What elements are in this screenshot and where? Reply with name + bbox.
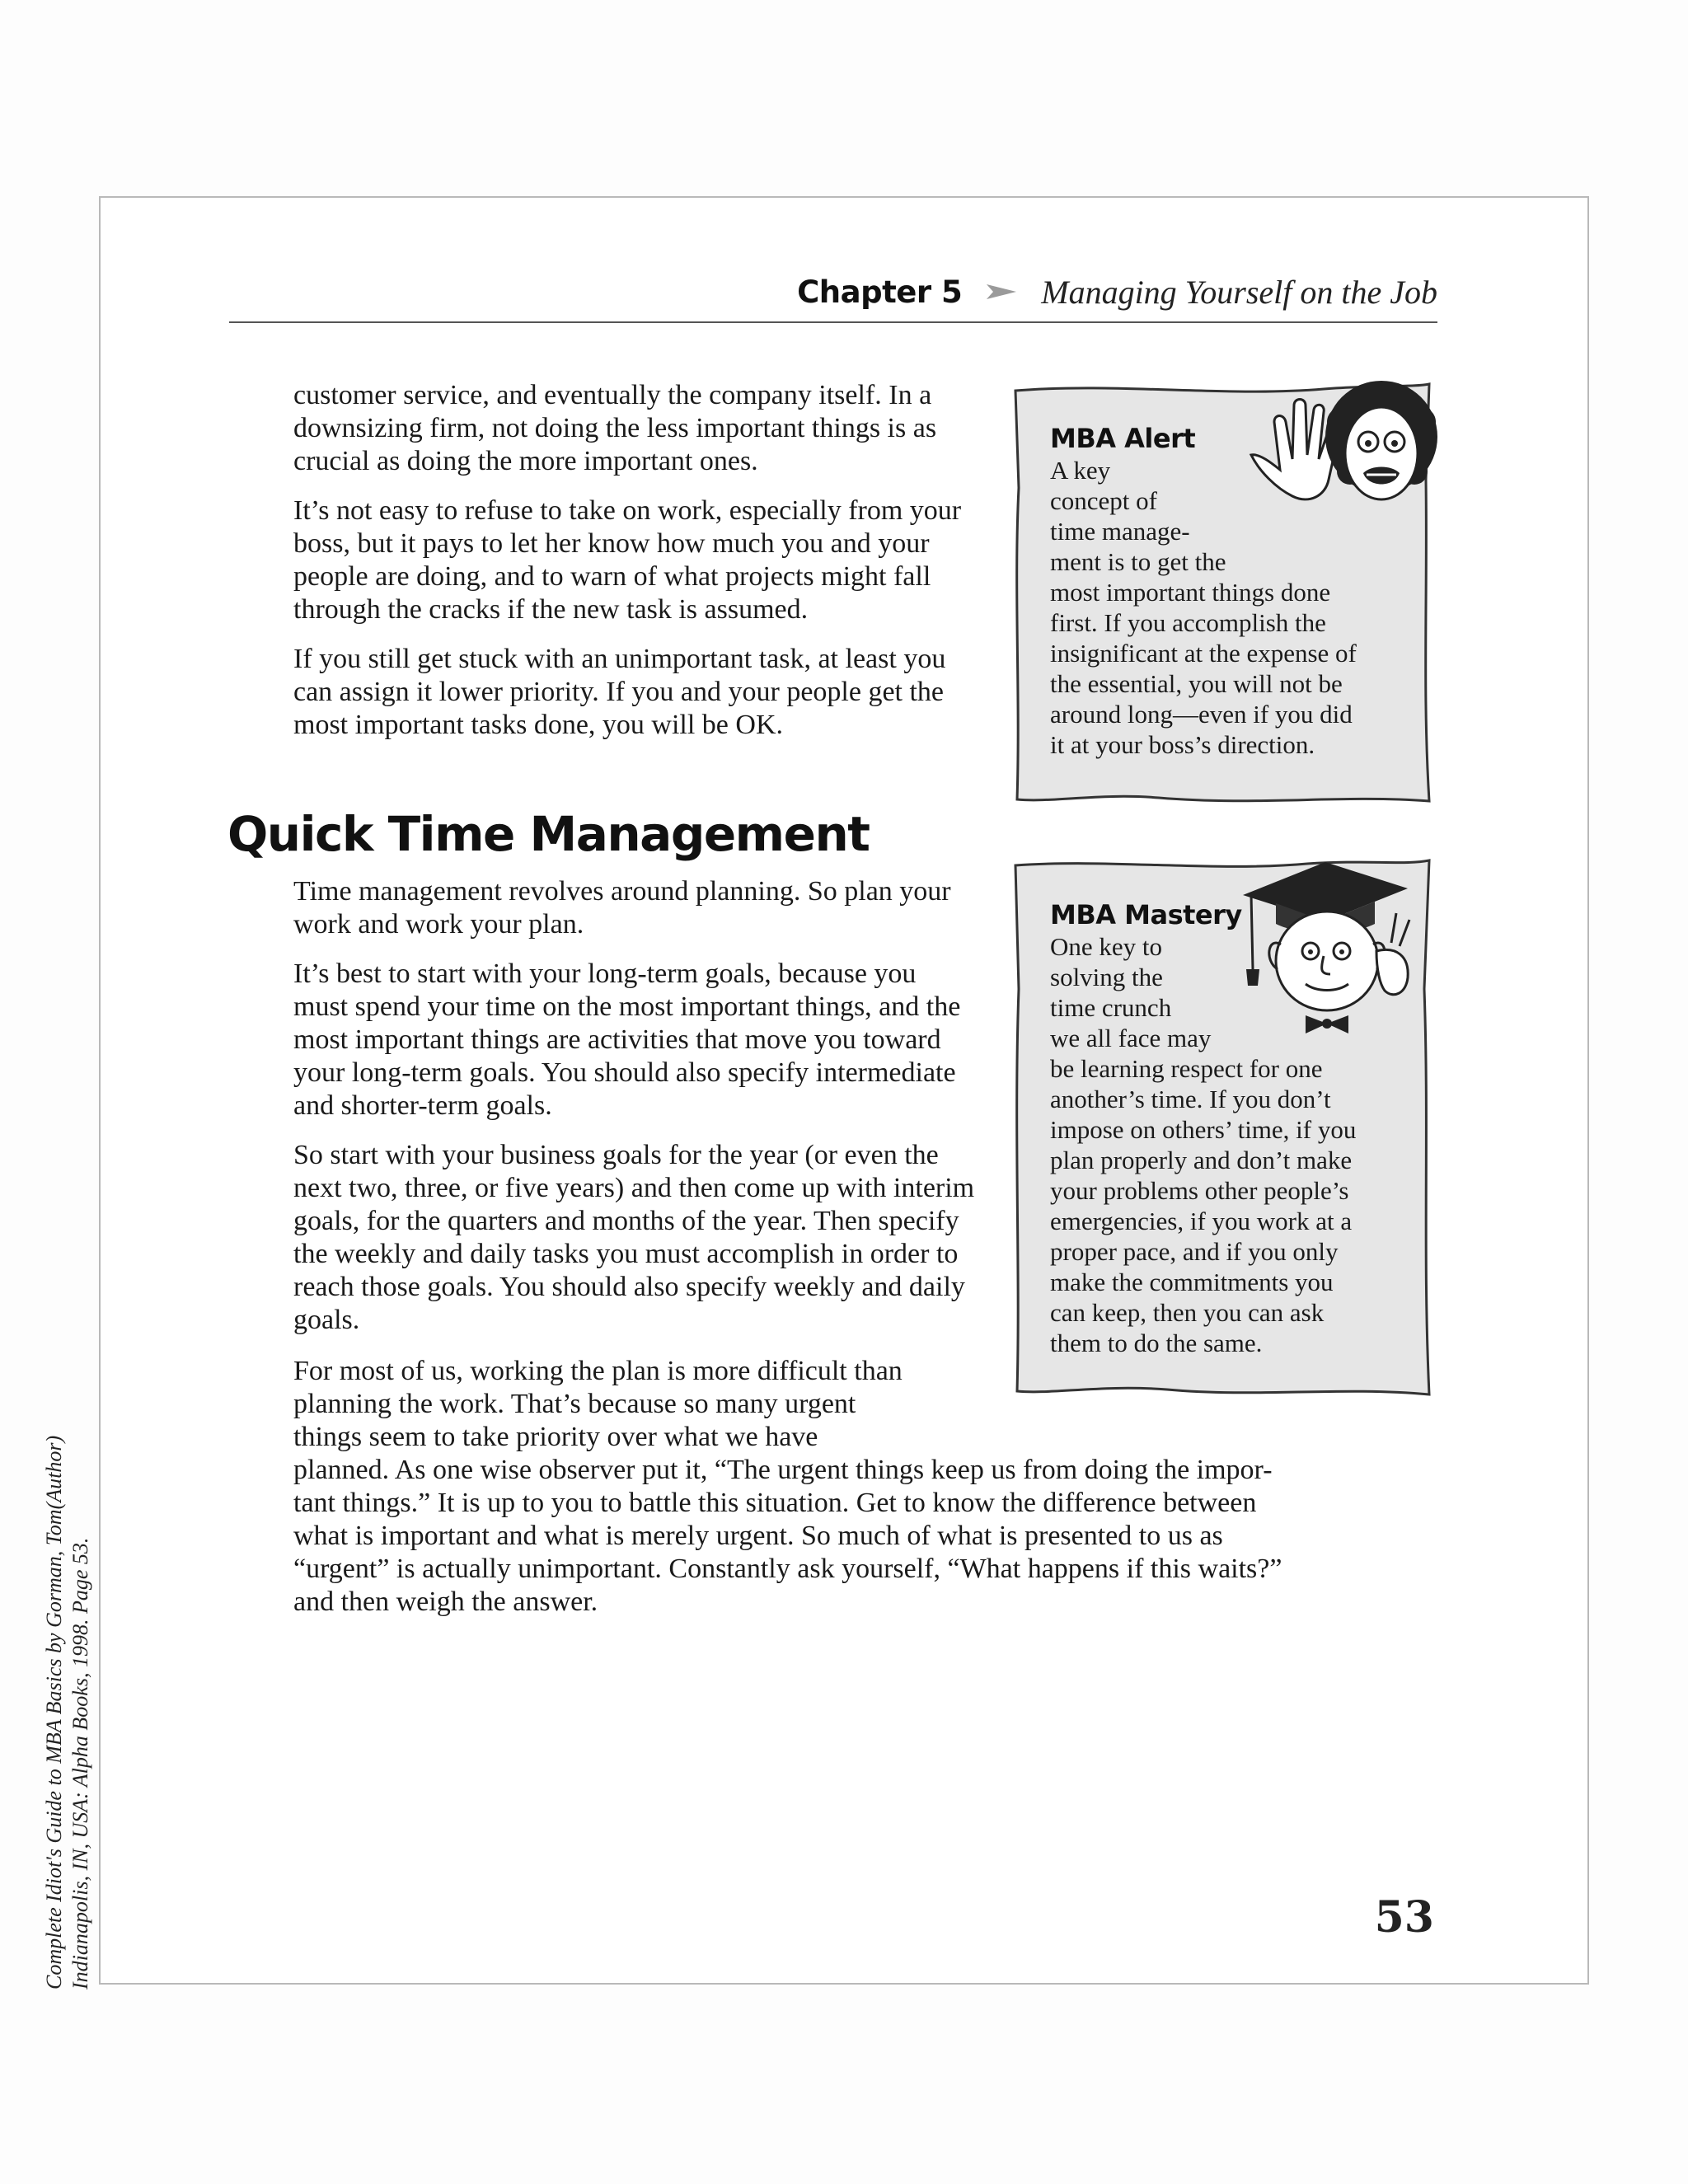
sidebar-line: can keep, then you can ask [1050, 1298, 1325, 1327]
paragraph: Time management revolves around planning. So plan your work and work your plan. [293, 876, 951, 940]
paragraph-line: things seem to take priority over what we have [293, 1422, 818, 1452]
paragraph-line: planned. As one wise observer put it, “The urgent things keep us from doing the impor- [293, 1455, 1273, 1485]
sidebar-line: proper pace, and if you only [1050, 1237, 1339, 1266]
side-citation [41, 1436, 94, 1990]
sidebar-line: One key to [1050, 932, 1163, 961]
sidebar-line: concept of [1050, 486, 1157, 515]
sidebar-line: be learning respect for one [1050, 1054, 1323, 1083]
paragraph-line: and then weigh the answer. [293, 1586, 598, 1617]
citation-line: Complete Idiot's Guide to MBA Basics by Gorman, Tom(Author) [42, 1435, 66, 1990]
paragraph: So start with your business goals for the year (or even the next two, three, or five years) and then come up with interim goals, for the quarters and months of the year. Then specify the weekly and daily tasks you must accomplish in order to reach those goals. You should also specify weekly and daily goals. [293, 1140, 975, 1335]
sidebar-title: MBA Alert [1050, 423, 1196, 454]
sidebar-line: ment is to get the [1050, 547, 1226, 576]
section-column [293, 875, 978, 1337]
sidebar-content [1050, 422, 1357, 760]
sidebar-line: insignificant at the expense of [1050, 639, 1357, 668]
sidebar-content [1050, 898, 1356, 1358]
sidebar-line: time crunch [1050, 993, 1172, 1022]
sidebar-line: plan properly and don’t make [1050, 1146, 1353, 1174]
paragraph: customer service, and eventually the company itself. In a downsizing firm, not doing the less important things is as crucial as doing the more important ones. [293, 380, 937, 476]
sidebar-line: emergencies, if you work at a [1050, 1207, 1353, 1235]
sidebar-line: A key [1050, 456, 1111, 485]
paragraph-line: planning the work. That’s because so many urgent [293, 1389, 856, 1419]
sidebar-line: them to do the same. [1050, 1329, 1263, 1357]
sidebar-line: solving the [1050, 963, 1163, 991]
paragraph: It’s not easy to refuse to take on work, especially from your boss, but it pays to let her know how much you and your people are doing, and to warn of what projects might fall through the cracks if the new task is assumed. [293, 495, 962, 625]
top-column [293, 379, 978, 742]
sidebar-line: we all face may [1050, 1024, 1212, 1052]
paragraph: If you still get stuck with an unimportant task, at least you can assign it lower priority. If you and your people get the most important tasks done, you will be OK. [293, 644, 946, 740]
chapter-title: Managing Yourself on the Job [1041, 273, 1437, 311]
sidebar-line: the essential, you will not be [1050, 669, 1343, 698]
section-heading: Quick Time Management [227, 806, 870, 862]
sidebar-line: your problems other people’s [1050, 1176, 1349, 1205]
page-number: 53 [1374, 1892, 1434, 1943]
sidebar-line: time manage- [1050, 517, 1190, 546]
sidebar-title: MBA Mastery [1050, 899, 1242, 930]
paragraph-line: “urgent” is actually unimportant. Constantly ask yourself, “What happens if this waits?” [293, 1554, 1282, 1584]
sidebar-line: make the commitments you [1050, 1268, 1334, 1296]
paragraph-line: tant things.” It is up to you to battle this situation. Get to know the difference between [293, 1488, 1257, 1518]
paragraph-line: what is important and what is merely urgent. So much of what is presented to us as [293, 1521, 1223, 1551]
sidebar-line: impose on others’ time, if you [1050, 1115, 1357, 1144]
paragraph-line: For most of us, working the plan is more difficult than [293, 1356, 903, 1386]
sidebar-line: around long—even if you did [1050, 700, 1353, 729]
citation-line: Indianapolis, IN, USA: Alpha Books, 1998. Page 53. [68, 1537, 92, 1990]
sidebar-mba-alert [1010, 381, 1434, 809]
sidebar-line: it at your boss’s direction. [1050, 730, 1315, 759]
sidebar-line: another’s time. If you don’t [1050, 1085, 1331, 1113]
sidebar-line: first. If you accomplish the [1050, 608, 1326, 637]
chapter-label: Chapter 5 [797, 274, 963, 310]
sidebar-line: most important things done [1050, 578, 1331, 607]
paragraph: It’s best to start with your long-term goals, because you must spend your time on the most important things, and the most important things are activities that move you toward your long-term goals. You should also specify intermediate and shorter-term goals. [293, 958, 961, 1121]
arrow-right-icon [985, 282, 1018, 302]
running-head [229, 262, 1437, 323]
sidebar-mba-mastery [1010, 857, 1434, 1401]
